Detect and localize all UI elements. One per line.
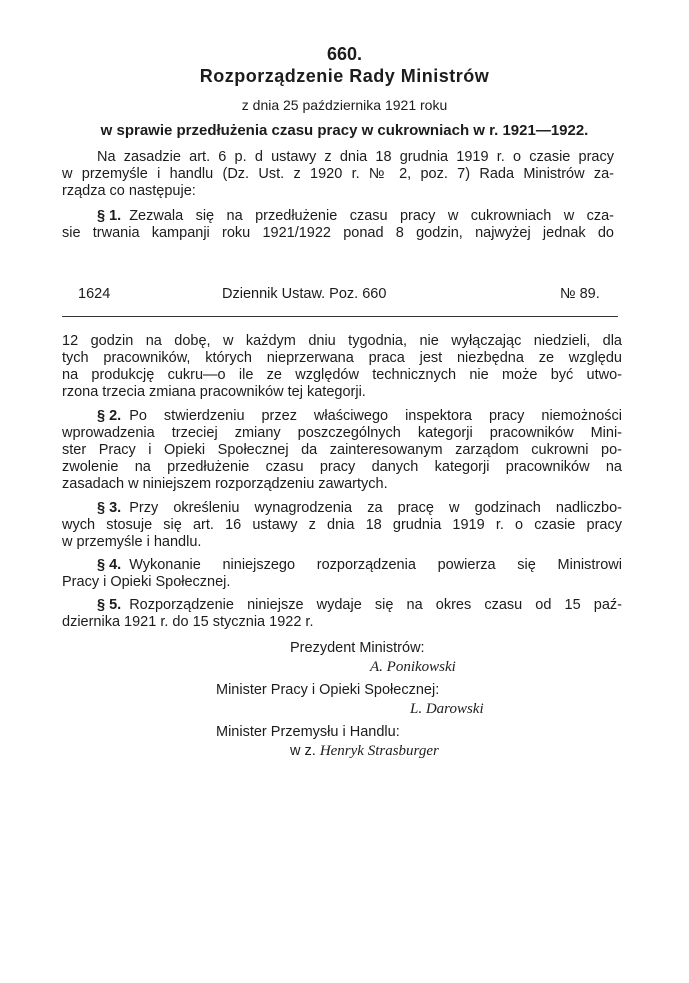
industry-minister-title: Minister Przemysłu i Handlu:	[216, 724, 400, 740]
issue-number: № 89.	[560, 286, 600, 302]
para-1-text: Zezwala się na przedłużenie czasu pracy w cukrowniach w cza-	[129, 208, 614, 224]
act-title: Rozporządzenie Rady Ministrów	[199, 66, 490, 86]
pm-title: Prezydent Ministrów:	[290, 640, 425, 656]
labor-minister-title: Minister Pracy i Opieki Społecznej:	[216, 682, 440, 698]
preamble-line-2: w przemyśle i handlu (Dz. Ust. z 1920 r. № 2, poz. 7) Rada Ministrów za-	[62, 166, 614, 182]
para-1-line-2: sie trwania kampanji roku 1921/1922 ponad 8 godzin, najwyżej jednak do	[62, 225, 614, 241]
para-3-line-1	[62, 500, 622, 516]
para-3-line-2: wych stosuje się art. 16 ustawy z dnia 18 grudnia 1919 r. o czasie pracy	[62, 517, 622, 533]
page-number: 1624	[78, 286, 111, 302]
para-2-line-1	[62, 408, 622, 424]
para-4-line-1	[62, 557, 622, 573]
para-5-mark: § 5.	[97, 597, 122, 613]
para-2-line-3: ster Pracy i Opieki Społecznej da zainteresowanym zarządom cukrowni po-	[62, 442, 622, 458]
preamble-line-3: rządza co następuje:	[62, 183, 196, 199]
para-5-line-2: dziernika 1921 r. do 15 stycznia 1922 r.	[62, 614, 314, 630]
para-2-text: Po stwierdzeniu przez właściwego inspektora pracy niemożności	[129, 408, 622, 424]
act-subject: w sprawie przedłużenia czasu pracy w cukrowniach w r. 1921—1922.	[100, 122, 589, 139]
para-3-text: Przy określeniu wynagrodzenia za pracę w godzinach nadliczbo-	[129, 500, 622, 516]
para-4-mark: § 4.	[97, 557, 122, 573]
industry-minister-name: Henryk Strasburger	[319, 743, 439, 759]
industry-minister-signature	[290, 743, 439, 760]
act-number: 660.	[326, 44, 363, 64]
header-rule	[62, 316, 618, 317]
para-5-line-1	[62, 597, 622, 613]
para-1-cont-line-3: na produkcję cukru—o ile ze względów technicznych nie może być utwo-	[62, 367, 622, 383]
preamble-line-1: Na zasadzie art. 6 p. d ustawy z dnia 18 grudnia 1919 r. o czasie pracy	[97, 149, 614, 165]
para-2-mark: § 2.	[97, 408, 122, 424]
para-1-cont-line-2: tych pracowników, których nieprzerwana praca jest niezbędna ze względu	[62, 350, 622, 366]
para-4-text: Wykonanie niniejszego rozporządzenia powierza się Ministrowi	[129, 557, 622, 573]
labor-minister-name: L. Darowski	[410, 701, 484, 717]
para-1-cont-line-4: rzona trzecia zmiana pracowników tej kategorji.	[62, 384, 366, 400]
para-2-line-4: zwolenie na przedłużenie czasu pracy danych kategorji pracowników na	[62, 459, 622, 475]
para-1-line-1	[62, 208, 614, 224]
pm-name: A. Ponikowski	[370, 659, 456, 675]
para-1-cont-line-1: 12 godzin na dobę, w każdym dniu tygodnia, nie wyłączając niedzieli, dla	[62, 333, 622, 349]
para-3-line-3: w przemyśle i handlu.	[62, 534, 202, 550]
act-date: z dnia 25 października 1921 roku	[241, 97, 448, 113]
para-3-mark: § 3.	[97, 500, 122, 516]
journal-header: Dziennik Ustaw. Poz. 660	[222, 286, 387, 302]
para-2-line-5: zasadach w niniejszem rozporządzeniu zawartych.	[62, 476, 388, 492]
industry-minister-prefix: w z.	[290, 743, 316, 759]
para-2-line-2: wprowadzenia trzeciej zmiany poszczególnych kategorji pracowników Mini-	[62, 425, 622, 441]
para-4-line-2: Pracy i Opieki Społecznej.	[62, 574, 231, 590]
para-1-mark: § 1.	[97, 208, 122, 224]
para-5-text: Rozporządzenie niniejsze wydaje się na okres czasu od 15 paź-	[129, 597, 622, 613]
